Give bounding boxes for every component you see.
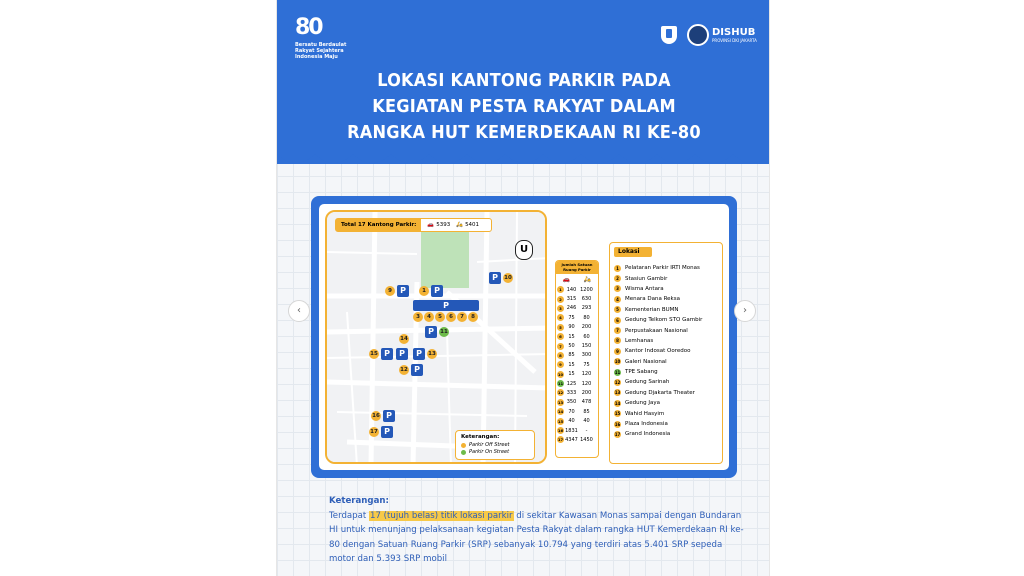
srp-motorcycle-value: 120 xyxy=(581,380,592,387)
location-number: 6 xyxy=(614,317,621,324)
caption-body: di sekitar Kawasan Monas sampai dengan Bundaran HI untuk menunjang pelaksanaan kegiatan Pesta Rakyat dalam rangka HUT Kemerdekaan RI ke-80 dengan Satuan Ruang Parkir (SRP) sebanyak 10.794 yang terdiri atas 5.401 SRP sepeda motor dan 5.393 SRP mobil xyxy=(329,510,744,565)
location-list-title: Lokasi xyxy=(614,247,652,257)
location-number: 4 xyxy=(614,296,621,303)
srp-row-number: 4 xyxy=(557,314,564,321)
location-name: Wahid Hasyim xyxy=(625,410,665,417)
total-car-value: 5393 xyxy=(436,222,451,228)
legend-off-street: Parkir Off Street xyxy=(469,442,510,448)
dishub-name: DISHUB xyxy=(712,27,756,38)
total-motorcycle-value: 5401 xyxy=(465,222,480,228)
srp-row xyxy=(556,351,598,360)
srp-row-number: 16 xyxy=(557,428,564,434)
location-item xyxy=(614,263,722,273)
srp-row xyxy=(556,360,598,369)
parking-icon: P xyxy=(381,348,393,360)
srp-car-value: 50 xyxy=(568,343,575,350)
srp-motorcycle-value: - xyxy=(585,427,588,434)
on-street-dot-icon xyxy=(461,450,466,455)
srp-row xyxy=(556,379,598,388)
srp-row xyxy=(556,341,598,350)
location-name: Perpustakaan Nasional xyxy=(625,327,688,334)
location-name: Stasiun Gambir xyxy=(625,275,668,282)
srp-car-value: 246 xyxy=(566,305,577,312)
srp-motorcycle-value: 200 xyxy=(581,324,592,331)
location-name: TPE Sabang xyxy=(625,369,658,376)
location-name: Gedung Djakarta Theater xyxy=(625,389,695,396)
legend-on-street: Parkir On Street xyxy=(469,449,510,455)
north-compass-icon: U xyxy=(515,240,533,260)
srp-car-value: 4347 xyxy=(565,436,578,443)
location-number: 9 xyxy=(614,348,621,355)
location-item xyxy=(614,367,722,377)
marker-10[interactable]: 10 xyxy=(504,275,512,281)
marker-12[interactable]: 12 xyxy=(400,367,408,373)
location-name: Plaza Indonesia xyxy=(625,421,668,428)
srp-row xyxy=(556,285,598,294)
map-card xyxy=(319,204,729,470)
location-number: 10 xyxy=(614,359,621,365)
dishub-subtitle: PROVINSI DKI JAKARTA xyxy=(712,38,757,43)
parking-icon: P xyxy=(489,272,501,284)
location-item xyxy=(614,408,722,418)
parking-icon: P xyxy=(431,285,443,297)
motorcycle-icon: 🛵 xyxy=(583,276,592,283)
srp-row-number: 12 xyxy=(557,390,564,396)
srp-motorcycle-value: 300 xyxy=(581,352,592,359)
location-name: Pelataran Parkir IRTI Monas xyxy=(625,265,700,272)
srp-row-number: 14 xyxy=(557,409,564,415)
location-item xyxy=(614,398,722,408)
srp-motorcycle-value: 80 xyxy=(583,314,590,321)
location-item xyxy=(614,294,722,304)
parking-icon: P xyxy=(381,426,393,438)
location-item xyxy=(614,315,722,325)
marker-17[interactable]: 17 xyxy=(370,429,378,435)
srp-car-value: 15 xyxy=(568,371,575,378)
srp-car-value: 333 xyxy=(566,389,577,396)
dishub-logo xyxy=(687,24,757,46)
srp-car-value: 85 xyxy=(568,352,575,359)
srp-motorcycle-value: 85 xyxy=(583,408,590,415)
srp-motorcycle-value: 478 xyxy=(581,399,592,406)
srp-row xyxy=(556,323,598,332)
location-name: Menara Dana Reksa xyxy=(625,296,680,303)
srp-row-number: 5 xyxy=(557,324,564,331)
srp-row xyxy=(556,435,598,444)
location-item xyxy=(614,336,722,346)
map-legend xyxy=(455,430,535,460)
location-number: 16 xyxy=(614,421,621,427)
srp-car-value: 70 xyxy=(568,408,575,415)
logo-tagline: Bersatu Berdaulat Rakyat Sejahtera Indonesia Maju xyxy=(295,42,347,60)
off-street-dot-icon xyxy=(461,443,466,448)
marker-1[interactable]: 1 xyxy=(419,286,429,296)
srp-row xyxy=(556,313,598,322)
location-number: 15 xyxy=(614,411,621,417)
location-number: 14 xyxy=(614,400,621,406)
srp-row-number: 15 xyxy=(557,418,564,424)
location-number: 17 xyxy=(614,431,621,437)
jakarta-emblem-icon xyxy=(661,26,677,44)
map-frame xyxy=(311,196,737,478)
parking-icon: P xyxy=(397,285,409,297)
srp-car-value: 90 xyxy=(568,324,575,331)
location-item xyxy=(614,284,722,294)
srp-row-number: 8 xyxy=(557,352,564,359)
page-title: LOKASI KANTONG PARKIR PADA KEGIATAN PESTA RAKYAT DALAM RANGKA HUT KEMERDEKAAN RI KE-80 xyxy=(347,70,701,143)
location-name: Kementerian BUMN xyxy=(625,306,679,313)
location-number: 8 xyxy=(614,337,621,344)
marker-9[interactable]: 9 xyxy=(385,286,395,296)
srp-motorcycle-value: 1200 xyxy=(580,286,593,293)
srp-motorcycle-value: 75 xyxy=(583,361,590,368)
srp-car-value: 15 xyxy=(568,333,575,340)
wave-divider xyxy=(277,146,770,168)
srp-row xyxy=(556,294,598,303)
location-number: 1 xyxy=(614,265,621,272)
srp-row-number: 13 xyxy=(557,399,564,405)
srp-motorcycle-value: 200 xyxy=(581,389,592,396)
srp-row-number: 1 xyxy=(557,286,564,293)
location-name: Gedung Telkom STO Gambir xyxy=(625,317,703,324)
legend-title: Keterangan: xyxy=(461,434,500,440)
parking-icon: P xyxy=(425,326,437,338)
srp-row xyxy=(556,416,598,425)
carousel-next-button[interactable]: › xyxy=(734,300,756,322)
srp-table xyxy=(555,260,599,458)
srp-motorcycle-value: 120 xyxy=(581,371,592,378)
srp-row-number: 6 xyxy=(557,333,564,340)
srp-row xyxy=(556,370,598,379)
srp-motorcycle-value: 630 xyxy=(581,296,592,303)
srp-car-value: 140 xyxy=(566,286,577,293)
location-item xyxy=(614,273,722,283)
srp-row xyxy=(556,407,598,416)
location-item xyxy=(614,429,722,439)
parking-icon: P xyxy=(396,348,408,360)
location-item xyxy=(614,325,722,335)
marker-4[interactable]: 4 xyxy=(424,312,434,322)
parking-icon: P xyxy=(383,410,395,422)
location-name: Kantor Indosat Ooredoo xyxy=(625,348,691,355)
marker-13[interactable]: 13 xyxy=(428,351,436,357)
srp-row xyxy=(556,304,598,313)
srp-row-number: 17 xyxy=(557,437,564,443)
srp-car-value: 350 xyxy=(566,399,577,406)
parking-icon: P xyxy=(411,364,423,376)
srp-car-value: 125 xyxy=(566,380,577,387)
location-number: 2 xyxy=(614,275,621,282)
total-parking-summary xyxy=(335,218,492,232)
srp-table-title: Jumlah Satuan Ruang Parkir xyxy=(556,261,598,274)
marker-11[interactable]: 11 xyxy=(440,329,448,335)
location-number: 13 xyxy=(614,390,621,396)
location-item xyxy=(614,305,722,315)
srp-car-value: 1831 xyxy=(565,427,578,434)
location-item xyxy=(614,346,722,356)
srp-row-number: 10 xyxy=(557,371,564,377)
logo-number: 80 xyxy=(295,15,322,40)
location-item xyxy=(614,377,722,387)
location-number: 5 xyxy=(614,306,621,313)
street-map xyxy=(327,212,547,464)
marker-8[interactable]: 8 xyxy=(468,312,478,322)
parking-strip-icon: P xyxy=(413,300,479,311)
location-item xyxy=(614,357,722,367)
marker-14[interactable]: 14 xyxy=(400,336,408,342)
car-icon: 🚗 xyxy=(562,276,571,283)
srp-row-number: 3 xyxy=(557,305,564,312)
caption xyxy=(329,494,749,567)
srp-motorcycle-value: 40 xyxy=(583,418,590,425)
location-list xyxy=(609,242,723,464)
srp-motorcycle-value: 1450 xyxy=(580,436,593,443)
motorcycle-icon: 🛵 xyxy=(456,222,464,228)
srp-car-value: 40 xyxy=(568,418,575,425)
location-item xyxy=(614,388,722,398)
parking-map xyxy=(325,210,547,464)
location-name: Wisma Antara xyxy=(625,285,664,292)
header-banner xyxy=(277,0,770,164)
location-name: Gedung Sarinah xyxy=(625,379,670,386)
srp-car-value: 75 xyxy=(568,314,575,321)
srp-motorcycle-value: 60 xyxy=(583,333,590,340)
location-name: Gedung Jaya xyxy=(625,400,660,407)
infographic-post xyxy=(276,0,770,576)
location-number: 11 xyxy=(614,369,621,375)
srp-car-value: 15 xyxy=(568,361,575,368)
marker-15[interactable]: 15 xyxy=(370,351,378,357)
location-name: Lemhanas xyxy=(625,337,654,344)
car-icon: 🚗 xyxy=(427,222,435,228)
srp-row-number: 11 xyxy=(557,381,564,387)
srp-row-number: 7 xyxy=(557,343,564,350)
srp-row xyxy=(556,426,598,435)
srp-row-number: 2 xyxy=(557,296,564,303)
location-number: 3 xyxy=(614,285,621,292)
srp-row xyxy=(556,388,598,397)
location-name: Galeri Nasional xyxy=(625,358,667,365)
marker-16[interactable]: 16 xyxy=(372,413,380,419)
srp-row xyxy=(556,332,598,341)
location-number: 7 xyxy=(614,327,621,334)
hut-ri-80-logo xyxy=(295,16,355,60)
carousel-prev-button[interactable]: ‹ xyxy=(288,300,310,322)
caption-heading: Keterangan: xyxy=(329,496,389,506)
srp-motorcycle-value: 150 xyxy=(581,343,592,350)
location-item xyxy=(614,419,722,429)
marker-7[interactable]: 7 xyxy=(457,312,467,322)
srp-row-number: 9 xyxy=(557,361,564,368)
location-name: Grand Indonesia xyxy=(625,431,671,438)
total-label: Total 17 Kantong Parkir: xyxy=(336,219,421,231)
location-number: 12 xyxy=(614,379,621,385)
dishub-globe-icon xyxy=(687,24,709,46)
srp-car-value: 315 xyxy=(566,296,577,303)
srp-row xyxy=(556,398,598,407)
parking-icon: P xyxy=(413,348,425,360)
caption-highlight: 17 (tujuh belas) titik lokasi parkir xyxy=(370,510,513,521)
marker-3[interactable]: 3 xyxy=(413,312,423,322)
marker-6[interactable]: 6 xyxy=(446,312,456,322)
marker-5[interactable]: 5 xyxy=(435,312,445,322)
srp-motorcycle-value: 293 xyxy=(581,305,592,312)
caption-prefix: Terdapat xyxy=(329,510,367,521)
